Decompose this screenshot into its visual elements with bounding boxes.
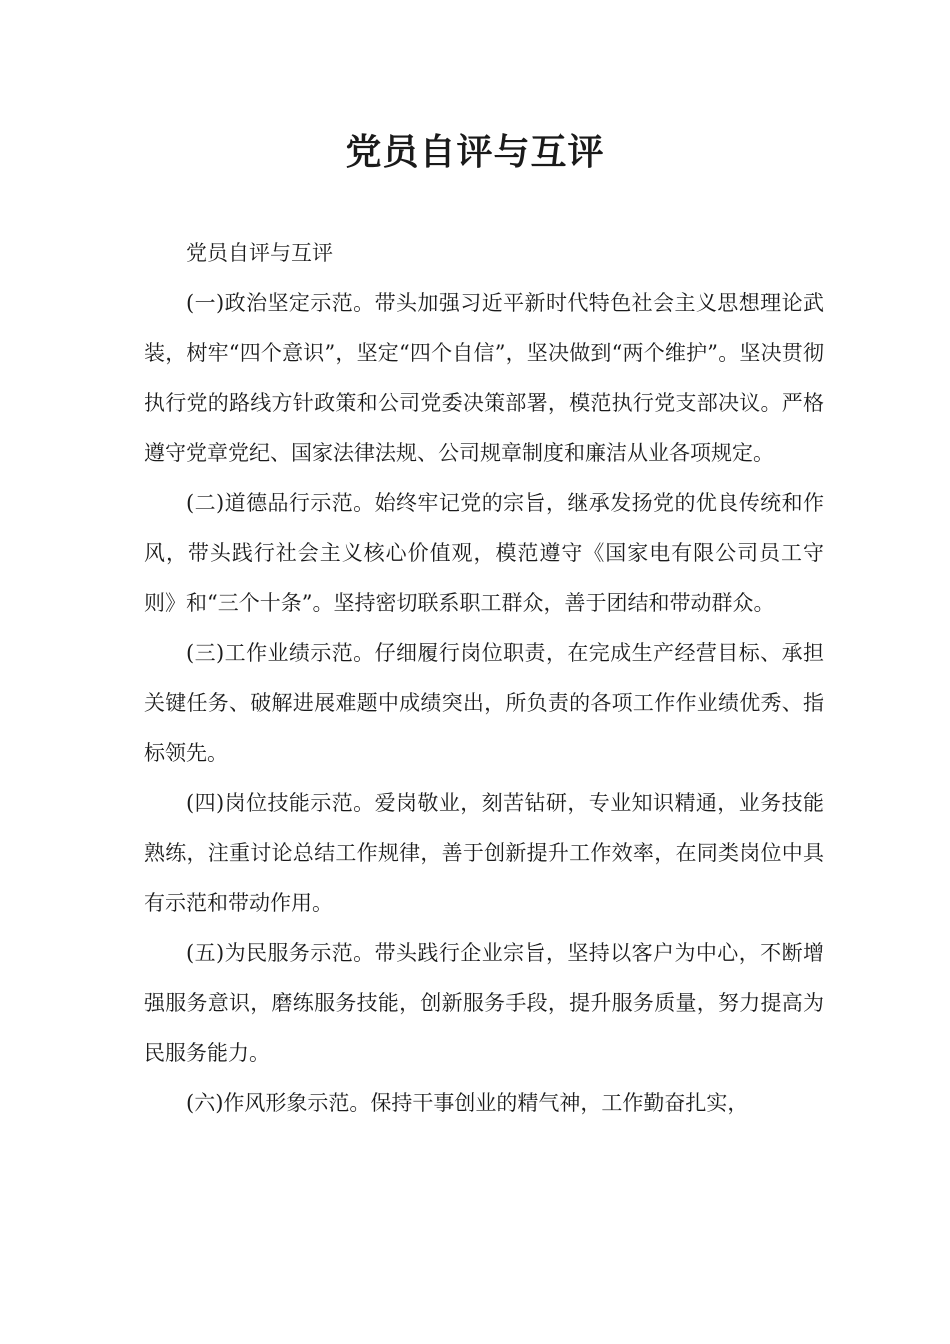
paragraph-political: (一)政治坚定示范。带头加强习近平新时代特色社会主义思想理论武装，树牢“四个意识”，坚定“四个自信”，坚决做到“两个维护”。坚决贯彻执行党的路线方针政策和公司党委决策部署，模范执行党支部决议。严格遵守党章党纪、国家法律法规、公司规章制度和廉洁从业各项规定。 <box>144 291 824 465</box>
paragraph-style: (六)作风形象示范。保持干事创业的精气神，工作勤奋扎实， <box>186 1091 749 1115</box>
paragraph-performance: (三)工作业绩示范。仔细履行岗位职责，在完成生产经营目标、承担关键任务、破解进展难题中成绩突出，所负责的各项工作作业绩优秀、指标领先。 <box>144 641 824 765</box>
paragraph-moral: (二)道德品行示范。始终牢记党的宗旨，继承发扬党的优良传统和作风，带头践行社会主义核心价值观，模范遵守《国家电有限公司员工守则》和“三个十条”。坚持密切联系职工群众，善于团结和带动群众。 <box>144 491 824 615</box>
paragraph-skills: (四)岗位技能示范。爱岗敬业，刻苦钻研，专业知识精通，业务技能熟练，注重讨论总结工作规律，善于创新提升工作效率，在同类岗位中具有示范和带动作用。 <box>144 791 824 915</box>
document-body <box>144 228 824 1128</box>
paragraph-service: (五)为民服务示范。带头践行企业宗旨，坚持以客户为中心，不断增强服务意识，磨练服务技能，创新服务手段，提升服务质量，努力提高为民服务能力。 <box>144 941 824 1065</box>
paragraph-subtitle: 党员自评与互评 <box>186 241 333 265</box>
document-title: 党员自评与互评 <box>345 132 605 173</box>
